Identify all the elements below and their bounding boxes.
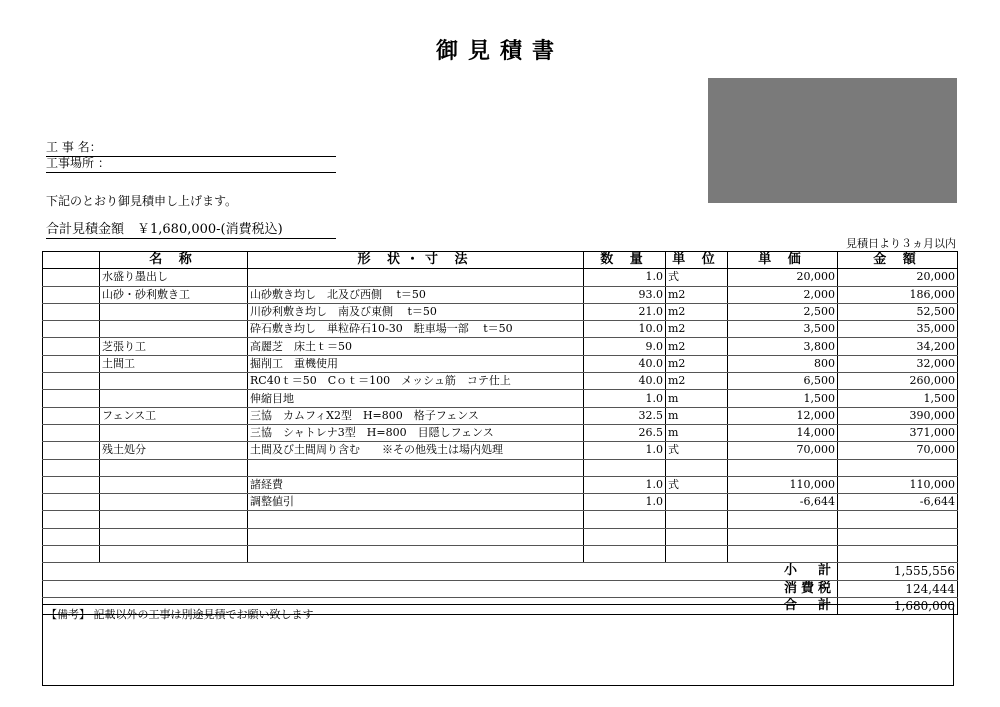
item-unit-cell: 式 (666, 476, 728, 493)
item-qty-cell: 10.0 (584, 321, 666, 338)
row-blank-cell (43, 511, 100, 528)
item-amount-cell: 34,200 (838, 338, 958, 355)
summary-label: 合 計 (43, 597, 838, 614)
summary-row (43, 580, 958, 597)
item-qty-cell (584, 511, 666, 528)
item-amount-cell: 260,000 (838, 373, 958, 390)
estimate-table (42, 251, 958, 615)
item-spec-cell: 伸縮目地 (248, 390, 584, 407)
item-price-cell: 800 (728, 355, 838, 372)
item-name-cell (100, 546, 248, 563)
item-amount-cell: 20,000 (838, 269, 958, 286)
summary-label: 小 計 (43, 563, 838, 580)
item-unit-cell (666, 511, 728, 528)
item-amount-cell: 70,000 (838, 442, 958, 459)
item-qty-cell: 1.0 (584, 476, 666, 493)
intro-text: 下記のとおり御見積申し上げます。 (46, 194, 238, 208)
table-row (43, 476, 958, 493)
table-row (43, 459, 958, 476)
item-price-cell: 20,000 (728, 269, 838, 286)
item-name-cell (100, 511, 248, 528)
item-price-cell: 3,500 (728, 321, 838, 338)
item-qty-cell: 26.5 (584, 424, 666, 441)
item-price-cell: 14,000 (728, 424, 838, 441)
summary-label: 消費税 (43, 580, 838, 597)
item-amount-cell: 110,000 (838, 476, 958, 493)
item-spec-cell (248, 269, 584, 286)
header-qty: 数 量 (584, 252, 666, 269)
item-spec-cell: 山砂敷き均し 北及び西側 t＝50 (248, 286, 584, 303)
item-name-cell: 山砂・砂利敷き工 (100, 286, 248, 303)
header-unit: 単 位 (666, 252, 728, 269)
table-row (43, 494, 958, 511)
validity-note: 見積日より３ヵ月以内 (846, 237, 956, 250)
item-price-cell: 6,500 (728, 373, 838, 390)
item-qty-cell: 1.0 (584, 494, 666, 511)
item-unit-cell: 式 (666, 269, 728, 286)
row-blank-cell (43, 476, 100, 493)
item-price-cell: 2,500 (728, 303, 838, 320)
table-row (43, 338, 958, 355)
table-row (43, 407, 958, 424)
item-qty-cell: 1.0 (584, 269, 666, 286)
item-amount-cell: 371,000 (838, 424, 958, 441)
item-amount-cell: 35,000 (838, 321, 958, 338)
row-blank-cell (43, 286, 100, 303)
item-price-cell: 3,800 (728, 338, 838, 355)
item-qty-cell (584, 546, 666, 563)
item-spec-cell: 三協 シャトレナ3型 H=800 目隠しフェンス (248, 424, 584, 441)
item-amount-cell (838, 511, 958, 528)
remarks-text: 記載以外の工事は別途見積でお願い致します (93, 608, 314, 621)
table-row (43, 424, 958, 441)
item-unit-cell (666, 459, 728, 476)
item-name-cell: 芝張り工 (100, 338, 248, 355)
item-amount-cell: 1,500 (838, 390, 958, 407)
item-qty-cell: 93.0 (584, 286, 666, 303)
item-amount-cell: 52,500 (838, 303, 958, 320)
item-price-cell (728, 528, 838, 545)
item-amount-cell: 186,000 (838, 286, 958, 303)
item-spec-cell (248, 459, 584, 476)
item-price-cell: -6,644 (728, 494, 838, 511)
row-blank-cell (43, 424, 100, 441)
company-stamp-block (708, 78, 957, 203)
item-unit-cell: m2 (666, 321, 728, 338)
item-unit-cell: m (666, 424, 728, 441)
row-blank-cell (43, 407, 100, 424)
item-spec-cell: 三協 カムフィX2型 H=800 格子フェンス (248, 407, 584, 424)
item-unit-cell (666, 528, 728, 545)
document-title: 御見積書 (435, 38, 564, 64)
item-price-cell: 1,500 (728, 390, 838, 407)
total-amount-line: 合計見積金額 ￥1,680,000-(消費税込) (46, 218, 336, 239)
remarks-box (42, 604, 954, 686)
row-blank-cell (43, 355, 100, 372)
item-name-cell (100, 528, 248, 545)
row-blank-cell (43, 546, 100, 563)
item-qty-cell: 1.0 (584, 390, 666, 407)
item-spec-cell: 砕石敷き均し 単粒砕石10-30 駐車場一部 t＝50 (248, 321, 584, 338)
item-name-cell (100, 373, 248, 390)
item-name-cell (100, 494, 248, 511)
row-blank-cell (43, 373, 100, 390)
item-unit-cell (666, 546, 728, 563)
item-name-cell: フェンス工 (100, 407, 248, 424)
item-price-cell (728, 511, 838, 528)
row-blank-cell (43, 528, 100, 545)
item-amount-cell: 32,000 (838, 355, 958, 372)
item-spec-cell (248, 546, 584, 563)
table-row (43, 546, 958, 563)
item-name-cell (100, 424, 248, 441)
item-qty-cell (584, 459, 666, 476)
item-spec-cell: 川砂利敷き均し 南及び東側 t＝50 (248, 303, 584, 320)
item-spec-cell: 土間及び土間周り含む ※その他残土は場内処理 (248, 442, 584, 459)
item-spec-cell (248, 528, 584, 545)
item-unit-cell: m2 (666, 338, 728, 355)
item-name-cell: 水盛り墨出し (100, 269, 248, 286)
table-row (43, 390, 958, 407)
row-blank-cell (43, 338, 100, 355)
header-spec: 形 状・寸 法 (248, 252, 584, 269)
item-qty-cell: 40.0 (584, 355, 666, 372)
item-price-cell: 70,000 (728, 442, 838, 459)
summary-amount: 1,680,000 (838, 597, 958, 614)
table-body (43, 269, 958, 563)
item-price-cell (728, 546, 838, 563)
summary-row (43, 563, 958, 580)
item-spec-cell: 調整値引 (248, 494, 584, 511)
table-row (43, 442, 958, 459)
item-unit-cell: m2 (666, 286, 728, 303)
header-price: 単 価 (728, 252, 838, 269)
table-header-row (43, 252, 958, 269)
item-name-cell (100, 303, 248, 320)
item-name-cell (100, 390, 248, 407)
table-row (43, 355, 958, 372)
header-amount: 金 額 (838, 252, 958, 269)
item-qty-cell: 40.0 (584, 373, 666, 390)
item-amount-cell (838, 459, 958, 476)
item-price-cell: 12,000 (728, 407, 838, 424)
item-name-cell (100, 321, 248, 338)
item-unit-cell: 式 (666, 442, 728, 459)
item-amount-cell (838, 546, 958, 563)
item-unit-cell: m2 (666, 355, 728, 372)
row-blank-cell (43, 442, 100, 459)
table-row (43, 286, 958, 303)
summary-amount: 124,444 (838, 580, 958, 597)
item-name-cell: 残土処分 (100, 442, 248, 459)
header-name: 名 称 (100, 252, 248, 269)
item-amount-cell: 390,000 (838, 407, 958, 424)
item-unit-cell: m2 (666, 373, 728, 390)
table-row (43, 511, 958, 528)
item-spec-cell (248, 511, 584, 528)
table-row (43, 373, 958, 390)
table-row (43, 269, 958, 286)
remarks-label: 【備考】 (46, 608, 90, 621)
item-name-cell (100, 476, 248, 493)
item-price-cell: 110,000 (728, 476, 838, 493)
item-price-cell (728, 459, 838, 476)
row-blank-cell (43, 269, 100, 286)
item-name-cell: 土間工 (100, 355, 248, 372)
summary-amount: 1,555,556 (838, 563, 958, 580)
item-qty-cell: 1.0 (584, 442, 666, 459)
table-row (43, 303, 958, 320)
table-row (43, 528, 958, 545)
project-name-field: 工 事 名： (46, 140, 336, 157)
row-blank-cell (43, 303, 100, 320)
item-spec-cell: RC40ｔ＝50 Cｏｔ＝100 メッシュ筋 コテ仕上 (248, 373, 584, 390)
item-unit-cell: m2 (666, 303, 728, 320)
item-spec-cell: 掘削工 重機使用 (248, 355, 584, 372)
item-name-cell (100, 459, 248, 476)
item-spec-cell: 諸経費 (248, 476, 584, 493)
item-price-cell: 2,000 (728, 286, 838, 303)
item-qty-cell: 21.0 (584, 303, 666, 320)
header-blank (43, 252, 100, 269)
item-unit-cell: m (666, 390, 728, 407)
item-qty-cell (584, 528, 666, 545)
item-spec-cell: 高麗芝 床土ｔ＝50 (248, 338, 584, 355)
project-site-field: 工事場所 ： (46, 156, 336, 173)
row-blank-cell (43, 494, 100, 511)
item-unit-cell (666, 494, 728, 511)
item-amount-cell (838, 528, 958, 545)
item-qty-cell: 9.0 (584, 338, 666, 355)
table-row (43, 321, 958, 338)
item-amount-cell: -6,644 (838, 494, 958, 511)
item-qty-cell: 32.5 (584, 407, 666, 424)
row-blank-cell (43, 390, 100, 407)
item-unit-cell: m (666, 407, 728, 424)
row-blank-cell (43, 321, 100, 338)
row-blank-cell (43, 459, 100, 476)
